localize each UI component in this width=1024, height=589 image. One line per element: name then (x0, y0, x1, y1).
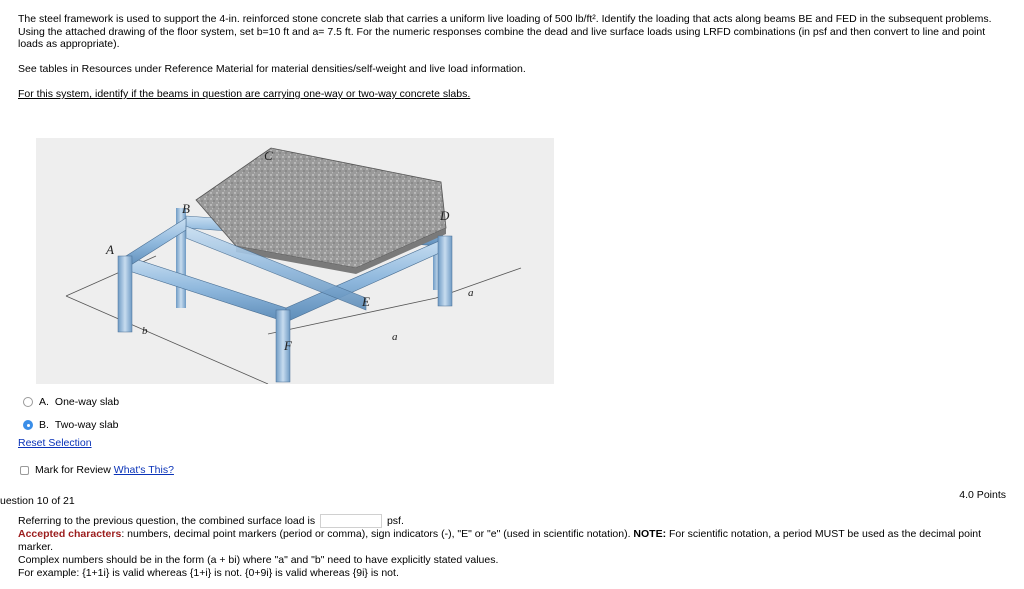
question-number: uestion 10 of 21 (0, 495, 75, 507)
resources-note: See tables in Resources under Reference Material for material densities/self-weight and live load information. (18, 63, 526, 75)
surface-load-input[interactable] (320, 514, 382, 528)
whats-this-link[interactable]: What's This? (113, 464, 174, 476)
label-d-point: D (440, 208, 450, 223)
accepted-characters-label: Accepted characters (18, 528, 122, 540)
choice-a[interactable] (23, 395, 119, 409)
choice-a-radio[interactable] (23, 397, 33, 407)
label-a-dim-2: a (392, 331, 398, 343)
question-prompt: For this system, identify if the beams in question are carrying one-way or two-way concrete slabs. (18, 88, 471, 100)
question10-prompt-text: Referring to the previous question, the combined surface load is (18, 514, 316, 527)
choice-b[interactable] (23, 418, 119, 432)
reset-selection-link[interactable]: Reset Selection (18, 437, 92, 449)
label-a-dim-1: a (468, 287, 474, 299)
accepted-characters-text: : numbers, decimal point markers (period or comma), sign indicators (-), "E" or "e" (used in scientific notation). (121, 528, 634, 540)
label-b-dim: b (142, 325, 148, 337)
question10-prompt (18, 514, 1008, 528)
floor-system-drawing (36, 138, 554, 384)
question-points: 4.0 Points (959, 489, 1006, 501)
choice-b-radio[interactable] (23, 420, 33, 430)
floor-system-figure (36, 138, 554, 384)
choice-a-text: One-way slab (54, 396, 120, 408)
label-a-point: A (106, 242, 114, 257)
mark-for-review-label: Mark for Review (35, 464, 111, 476)
choice-b-text: Two-way slab (54, 419, 119, 431)
mark-for-review-checkbox[interactable] (20, 466, 29, 475)
complex-number-info: Complex numbers should be in the form (a + bi) where "a" and "b" need to have explicitly stated values. (18, 554, 499, 566)
mark-for-review[interactable] (20, 464, 174, 476)
note-text: For scientific notation, a period MUST be used as the decimal point marker. (18, 528, 982, 553)
label-f-point: F (284, 338, 292, 353)
note-label: NOTE: (633, 528, 667, 540)
complex-number-example: For example: {1+1i} is valid whereas {1+i} is not. {0+9i} is valid whereas {9i} is not. (18, 567, 399, 579)
question-intro: The steel framework is used to support the 4-in. reinforced stone concrete slab that carries a uniform live loading of 500 lb/ft². Identify the loading that acts along beams BE and FED in the subsequent problems. Using the attached drawing of the floor system, set b=10 ft and a= 7.5 ft. For the numeric responses combine the dead and live surface loads using LRFD combinations (in psf and then convert to line and point loads as appropriate). (18, 13, 992, 50)
accepted-characters-info (18, 528, 1008, 553)
question10-unit: psf. (386, 514, 404, 527)
label-c-point: C (264, 148, 273, 163)
label-e-point: E (362, 294, 370, 309)
label-b-point: B (182, 201, 190, 216)
choice-b-letter: B. (39, 419, 49, 431)
choice-a-letter: A. (39, 396, 49, 408)
